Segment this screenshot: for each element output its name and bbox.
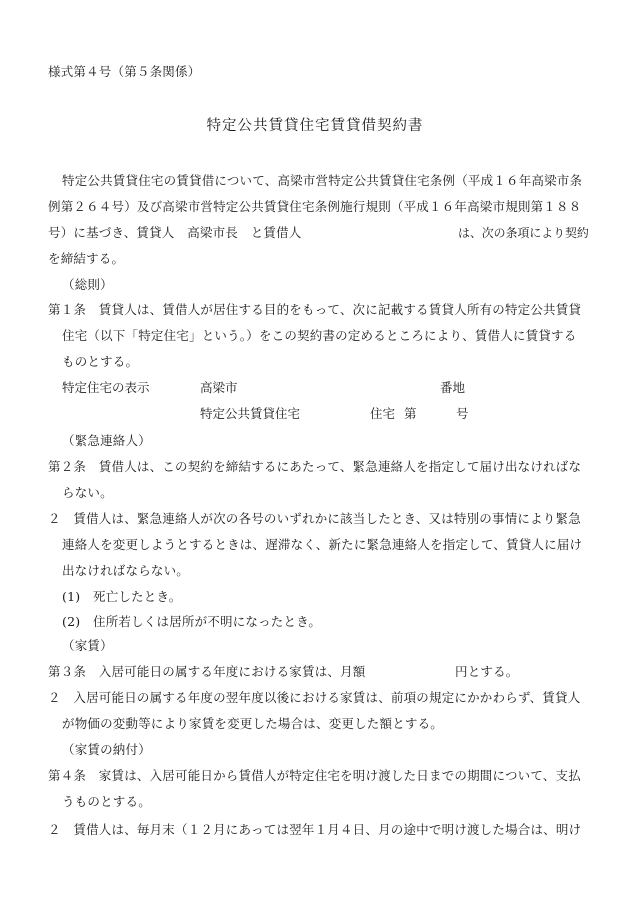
article2-p2-line-3: 出なければならない。 [62,563,190,578]
article2-item-2: (2) 住所若しくは居所が不明になったとき。 [62,614,322,629]
form-number: 様式第４号（第５条関係） [48,64,201,79]
article3-line-1-tail: 円とする。 [455,664,519,679]
preamble-line-3-tail: は、次の条項により契約 [458,226,589,240]
property-no-suffix: 号 [456,406,469,421]
article4-p2-line-1: ２ 賃借人は、毎月末（１２月にあっては翌年１月４日、月の途中で明け渡した場合は、明け [48,822,582,837]
preamble-line-4: を締結する。 [48,251,125,266]
article2-line-2: らない。 [62,485,113,500]
article3-p2-line-1: ２ 入居可能日の属する年度の翌年度以後における家賃は、前項の規定にかかわらず、賃貸人 [48,690,581,705]
article2-item-1: (1) 死亡したとき。 [62,589,182,604]
preamble-line-1: 特定公共賃貸住宅の賃貸借について、高梁市営特定公共賃貸住宅条例（平成１６年高梁市条 [62,173,583,188]
heading-payment: （家賃の納付） [62,742,151,757]
property-city: 高梁市 [200,380,238,395]
article3-line-1: 第３条 入居可能日の属する年度における家賃は、月額 [48,664,366,679]
preamble-line-3: 号）に基づき、賃貸人 高梁市長 と賃借人 [48,225,302,240]
property-no-prefix: 第 [404,406,417,421]
heading-general: （総則） [62,277,113,292]
article2-p2-line-2: 連絡人を変更しようとするときは、遅滞なく、新たに緊急連絡人を指定して、賃貸人に届け [62,537,583,552]
article3-p2-line-2: が物価の変動等により家賃を変更した場合は、変更した額とする。 [62,716,444,731]
preamble-line-2: 例第２６４号）及び高梁市営特定公共賃貸住宅条例施行規則（平成１６年高梁市規則第１８８ [48,199,582,214]
article1-line-2: 住宅（以下「特定住宅」という。）をこの契約書の定めるところにより、賃借人に賃貸する [62,328,577,343]
property-building: 住宅 [370,406,396,421]
article1-line-3: ものとする。 [62,354,139,369]
property-label: 特定住宅の表示 [62,380,150,395]
property-banchi: 番地 [440,380,466,395]
heading-emergency: （緊急連絡人） [62,433,151,448]
property-housing-name: 特定公共賃貸住宅 [200,406,301,421]
article4-line-1: 第４条 家賃は、入居可能日から賃借人が特定住宅を明け渡した日までの期間について、支払 [48,768,581,783]
article4-line-2: うものとする。 [62,794,151,809]
article2-line-1: 第２条 賃借人は、この契約を締結するにあたって、緊急連絡人を指定して届け出なければな [48,459,582,474]
document-title: 特定公共賃貸住宅賃貸借契約書 [206,118,424,134]
article1-line-1: 第１条 賃貸人は、賃借人が居住する目的をもって、次に記載する賃貸人所有の特定公共賃貸 [48,302,582,317]
article2-p2-line-1: ２ 賃借人は、緊急連絡人が次の各号のいずれかに該当したとき、又は特別の事情により緊急 [48,511,581,526]
heading-rent: （家賃） [62,638,113,653]
